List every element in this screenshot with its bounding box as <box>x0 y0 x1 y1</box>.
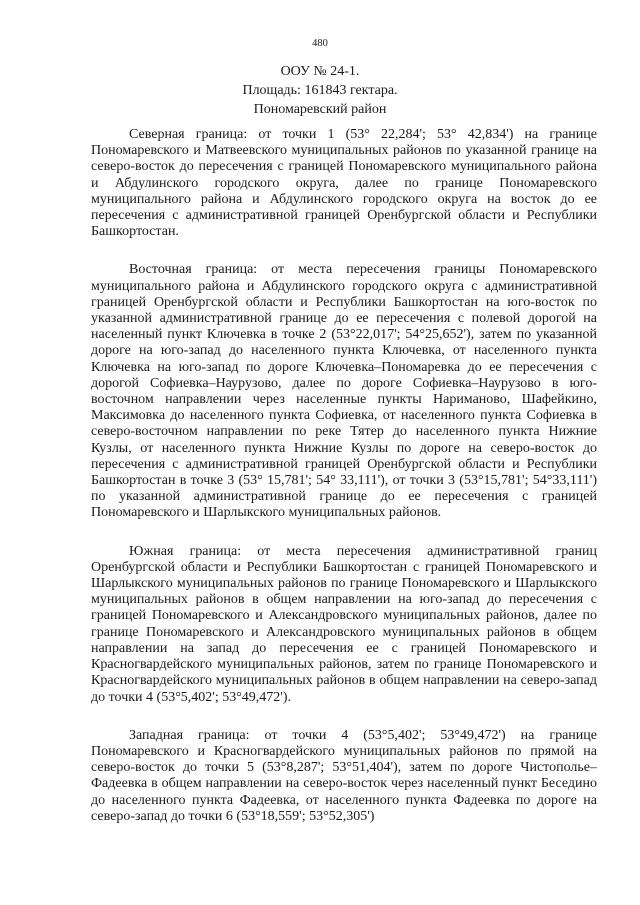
paragraph-south-border: Южная граница: от места пересечения административной границ Оренбургской области и Республики Башкортостан с границей Пономаревского и Шарлыкского муниципальных районов по границе Пономаревского и Шарлыкского муниципальных районов в общем направлении на юго-запад до пересечения с границей Пономаревского и Александровского муниципальных районов, далее по границе Пономаревского и Александровского муниципальных районов в общем направлении на запад до пересечения ее с границей Пономаревского и Красногвардейского муниципальных районов, затем по границе Пономаревского и Красногвардейского муниципальных районов в общем направлении на северо-запад до точки 4 (53°5,402'; 53°49,472'). <box>91 543 597 705</box>
document-header <box>0 62 640 119</box>
page-number: 480 <box>312 38 328 49</box>
paragraph-north-border: Северная граница: от точки 1 (53° 22,284'; 53° 42,834') на границе Пономаревского и Матвеевского муниципальных районов по указанной границе на северо-восток до пересечения с границей Пономаревского муниципального района и Абдулинского городского округа, далее по границе Пономаревского муниципального района и Абдулинского городского округа на восток до ее пересечения с административной границей Оренбургской области и Республики Башкортостан. <box>91 127 597 240</box>
document-body <box>91 127 597 847</box>
header-area: Площадь: 161843 гектара. <box>242 83 398 98</box>
header-district: Пономаревский район <box>253 102 387 117</box>
paragraph-east-border: Восточная граница: от места пересечения границы Пономаревского муниципального района и Абдулинского городского округа с административной границей Оренбургской области и Республики Башкортостан на юго-восток по указанной административной границе до ее пересечения с полевой дорогой на населенный пункт Ключевка в точке 2 (53°22,017'; 54°25,652'), затем по указанной дороге на юго-запад до населенного пункта Ключевка, от населенного пункта Ключевка на юго-запад по дороге Ключевка–Пономаревка до ее пересечения с дорогой Софиевка–Наурузово, далее по дороге Софиевка–Наурузово в юго-восточном направлении через населенные пункты Нариманово, Шафейкино, Максимовка до населенного пункта Софиевка, от населенного пункта Софиевка в северо-восточном направлении по реке Тятер до населенного пункта Нижние Кузлы, от населенного пункта Нижние Кузлы по дороге на северо-восток до пересечения с административной границей Оренбургской области и Республики Башкортостан в точке 3 (53° 15,781'; 54° 33,111'), от точки 3 (53°15,781'; 54°33,111') по указанной административной границе до ее пересечения с границей Пономаревского и Шарлыкского муниципальных районов. <box>91 262 597 521</box>
header-title: ООУ № 24-1. <box>280 64 360 79</box>
paragraph-west-border: Западная граница: от точки 4 (53°5,402'; 53°49,472') на границе Пономаревского и Красногвардейского муниципальных районов по прямой на северо-восток до точки 5 (53°8,287'; 53°51,404'), затем по дороге Чистополье–Фадеевка в общем направлении на северо-восток через населенный пункт Беседино до населенного пункта Фадеевка, от населенного пункта Фадеевка по дороге на северо-запад до точки 6 (53°18,559'; 53°52,305') <box>91 727 597 824</box>
